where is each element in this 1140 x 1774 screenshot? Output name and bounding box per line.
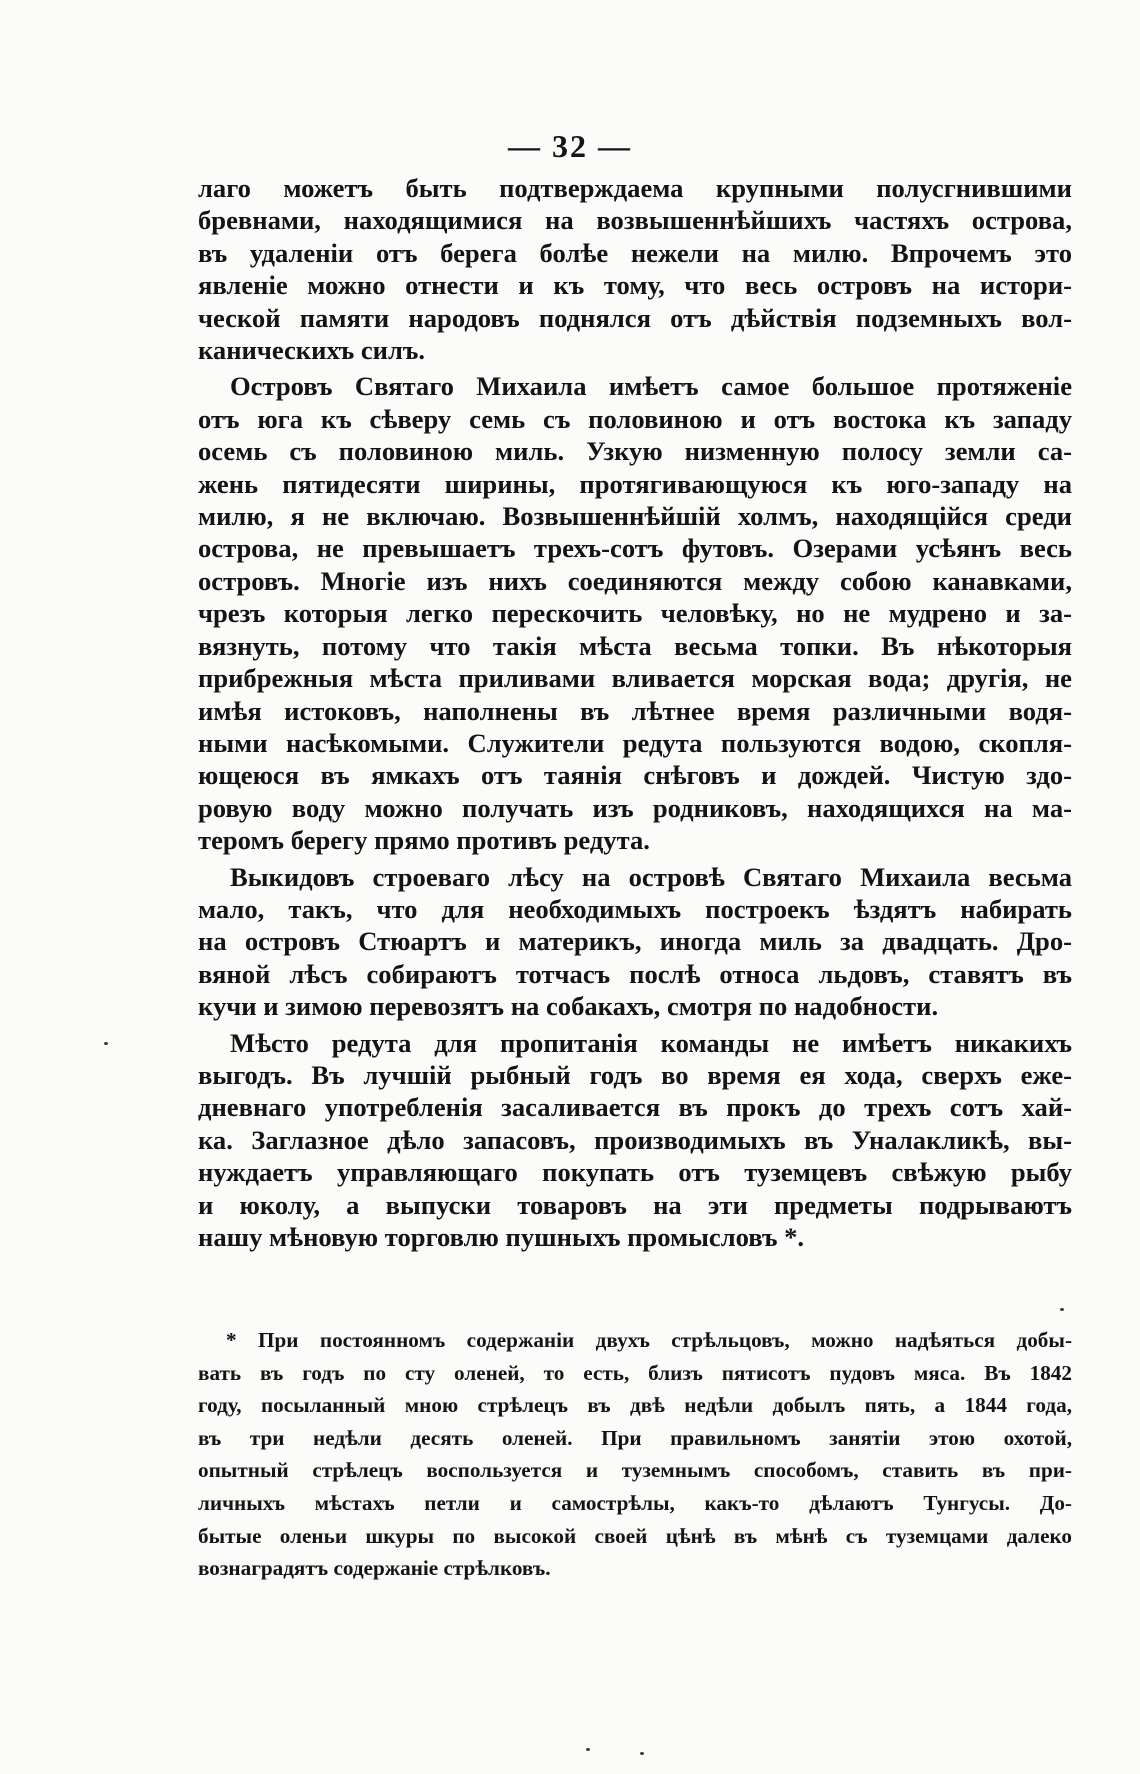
text-line: ка. Заглазное дѣло запасовъ, производимыхъ въ Уналакликѣ, вы- <box>198 1124 1072 1155</box>
footnote-line: опытный стрѣлецъ воспользуется и туземнымъ способомъ, ставить въ при- <box>198 1458 1072 1483</box>
footnote-line: вознаградятъ содержаніе стрѣлковъ. <box>198 1556 551 1581</box>
paragraph-4 <box>198 1027 1072 1254</box>
page-number: — 32 — <box>508 128 632 164</box>
text-line: Мѣсто редута для пропитанія команды не имѣетъ никакихъ <box>230 1027 1072 1058</box>
scan-speck <box>104 1042 108 1045</box>
text-line: нуждаетъ управляющаго покупать отъ туземцевъ свѣжую рыбу <box>198 1157 1072 1188</box>
scan-speck <box>640 1752 644 1755</box>
footnote-line: году, посыланный мною стрѣлецъ въ двѣ недѣли добылъ пять, а 1844 года, <box>198 1393 1072 1418</box>
text-line: кучи и зимою перевозятъ на собакахъ, смотря по надобности. <box>198 991 939 1022</box>
footnote-line: въ три недѣли десять оленей. При правильномъ занятіи этою охотой, <box>198 1425 1072 1450</box>
text-line: прибрежныя мѣста приливами вливается морская вода; другія, не <box>198 663 1072 694</box>
text-line: дневнаго употребленія засаливается въ прокъ до трехъ сотъ хай- <box>198 1092 1072 1123</box>
text-line: и юколу, а выпуски товаровъ на эти предметы подрываютъ <box>198 1189 1072 1220</box>
paragraph-1 <box>198 172 1072 366</box>
footnote-line: личныхъ мѣстахъ петли и самострѣлы, какъ-то дѣлаютъ Тунгусы. До- <box>198 1490 1072 1515</box>
text-line: бревнами, находящимися на возвышеннѣйшихъ частяхъ острова, <box>198 205 1072 236</box>
text-line: островъ. Многіе изъ нихъ соединяются между собою канавками, <box>198 565 1072 596</box>
paragraph-3 <box>198 861 1072 1023</box>
scan-speck <box>586 1748 590 1751</box>
text-line: чрезъ которыя легко перескочить человѣку, но не мудрено и за- <box>198 598 1072 629</box>
footnote <box>198 1324 1072 1589</box>
text-line: въ удаленіи отъ берега болѣе нежели на милю. Впрочемъ это <box>198 237 1072 268</box>
text-line: нашу мѣновую торговлю пушныхъ промысловъ *. <box>198 1222 805 1252</box>
footnote-line: * При постоянномъ содержаніи двухъ стрѣльцовъ, можно надѣяться добы- <box>226 1328 1072 1352</box>
footnote-line: вать въ годъ по сту оленей, то есть, близъ пятисотъ пудовъ мяса. Въ 1842 <box>198 1360 1072 1385</box>
text-line: осемь съ половиною миль. Узкую низменную полосу земли са- <box>198 436 1072 467</box>
scan-speck <box>1060 1308 1064 1311</box>
text-line: на островъ Стюартъ и материкъ, иногда миль за двадцать. Дро- <box>198 926 1072 957</box>
text-line: лаго можетъ быть подтверждаема крупными полусгнившими <box>198 173 1072 203</box>
footnote-paragraph <box>198 1324 1072 1585</box>
text-line: Выкидовъ строеваго лѣсу на островѣ Святаго Михаила весьма <box>230 861 1072 892</box>
main-text <box>198 172 1072 1257</box>
text-line: острова, не превышаетъ трехъ-сотъ футовъ. Озерами усѣянъ весь <box>198 533 1072 564</box>
text-line: ными насѣкомыми. Служители редута пользуются водою, скопля- <box>198 727 1072 758</box>
text-line: Островъ Святаго Михаила имѣетъ самое большое протяженіе <box>230 371 1072 402</box>
paragraph-2 <box>198 370 1072 856</box>
text-line: имѣя истоковъ, наполнены въ лѣтнее время различными водя- <box>198 695 1072 726</box>
footnote-line: бытые оленьи шкуры по высокой своей цѣнѣ въ мѣнѣ съ туземцами далеко <box>198 1523 1072 1548</box>
text-line: вязнуть, потому что такія мѣста весьма топки. Въ нѣкоторыя <box>198 630 1072 661</box>
text-line: жень пятидесяти ширины, протягивающуюся къ юго-западу на <box>198 468 1072 499</box>
text-line: явленіе можно отнести и къ тому, что весь островъ на истори- <box>198 270 1072 301</box>
text-line: каническихъ силъ. <box>198 335 426 366</box>
text-line: теромъ берегу прямо противъ редута. <box>198 825 650 856</box>
text-line: отъ юга къ сѣверу семь съ половиною и отъ востока къ западу <box>198 403 1072 434</box>
text-line: милю, я не включаю. Возвышеннѣйшій холмъ, находящійся среди <box>198 501 1072 532</box>
text-line: ческой памяти народовъ поднялся отъ дѣйствія подземныхъ вол- <box>198 302 1072 333</box>
text-line: ровую воду можно получать изъ родниковъ, находящихся на ма- <box>198 792 1072 823</box>
text-line: вяной лѣсъ собираютъ тотчасъ послѣ относа льдовъ, ставятъ въ <box>198 958 1072 989</box>
text-line: ющеюся въ ямкахъ отъ таянія снѣговъ и дождей. Чистую здо- <box>198 760 1072 791</box>
text-line: выгодъ. Въ лучшій рыбный годъ во время ея хода, сверхъ еже- <box>198 1059 1072 1090</box>
text-line: мало, такъ, что для необходимыхъ построекъ ѣздятъ набирать <box>198 893 1072 924</box>
